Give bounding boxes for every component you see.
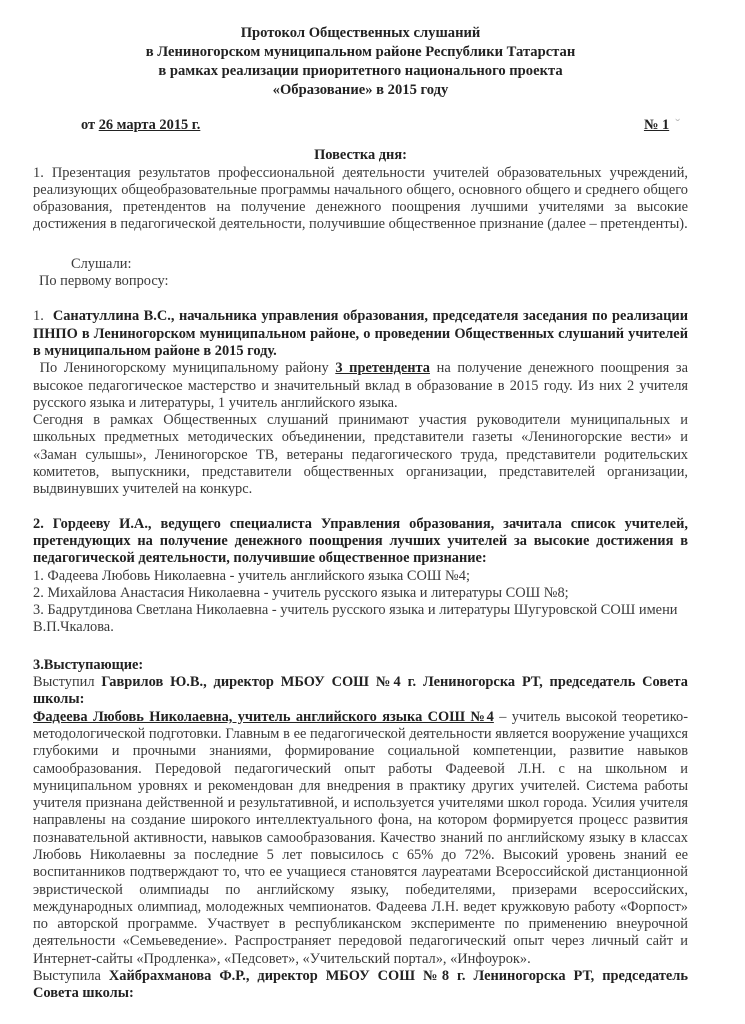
speaker-2 [33,968,688,1003]
section-1-paragraph-1 [33,360,688,412]
candidate-list-item: 3. Бадрутдинова Светлана Николаевна - учитель русского языка и литературы Шугуровской СОШ имени В.П.Чкалова. [33,602,678,636]
first-question-label: По первому вопросу: [39,273,169,290]
section-2-lead [33,516,688,568]
speaker-1 [33,674,688,709]
text: на получение денежного поощрения за высокое педагогическое мастерство и значительный вклад в образование в 2015 году. Из них 2 учителя русского языка и литературы, 1 учитель английского языка. [33,360,688,411]
text: По Лениногорскому муниципальному району [39,360,336,377]
section-1-lead [33,308,688,360]
protocol-number [644,117,680,134]
section-2-speaker: 2. Гордееву И.А., ведущего специалиста Управления образования, зачитала список учителей, претендующих на получение денежного поощрения лучших учителей за высокие достижения в педагогической деятельности, получившие общественное признание: [33,515,688,567]
section-1-paragraph-2: Сегодня в рамках Общественных слушаний принимают участия руководители муниципальных и школьных предметных методических объединении, представители газеты «Лениногорские вести» и «Заман сулышы», Лениногорское ТВ, ветераны педагогического труда, представители родительских комитетов, выпускники, представители общественных организации, представителей организации, выдвинувших учителей на конкурс. [33,412,688,498]
section-3-heading [33,657,688,674]
candidate-count: 3 претендента [335,360,430,377]
document-title [33,24,688,100]
text: – учитель высокой теоретико-методологической подготовки. Главным в ее педагогической деятельности является вооружение учащихся глубокими и прочными знаниями, формирование социальной компетенции, развитие навыков самообразования. Передовой педагогический опыт работы Фадеевой Л.Н. с на школьном и муниципальном уровнях и рекомендован для внедрения в практику других учителей. Система работы учителя признана действенной и результативной, и используется учителями школ города. Усилия учителя направлены на создание широкого интеллектуального фона, на котором формируется процесс развития познавательной активности, навыков самообразования. Качество знаний по английскому языку в классах Любовь Николаевны за последние 5 лет повысилось с 65% до 72%. Высокий уровень знаний ее воспитанников подтверждают то, что ее учащиеся становятся лауреатами Всероссийской дистанционной эвристической олимпиады по английскому языку, победителями, призерами всероссийских, международных олимпиад, молодежных чемпионатов. Фадеева Л.Н. ведет кружковую работу «Форпост» по авторской программе. Участвует в республиканском эксперименте по применению внеурочной деятельности «Семьеведение». Распространяет передовой педагогический опыт через личный сайт и Интернет-сайты «Продленка», «Педсовет», «Учительский портал», «Инфоурок». [33,708,688,967]
candidate-list-item: 2. Михайлова Анастасия Николаевна - учитель русского языка и литературы СОШ №8; [33,584,569,601]
candidate-list-item: 1. Фадеева Любовь Николаевна - учитель английского языка СОШ №4; [33,567,470,584]
agenda-heading: Повестка дня: [314,147,407,164]
speaker-1-name: Гаврилов Ю.В., директор МБОУ СОШ №4 г. Лениногорска РТ, председатель Совета школы: [33,674,688,708]
date-prefix: от [81,117,96,133]
title-line: «Образование» в 2015 году [272,82,449,98]
protocol-document [33,24,688,1003]
date-value: 26 марта 2015 г. [98,117,201,133]
speaker-2-name: Хайбрахманова Ф.Р., директор МБОУ СОШ №8 г. Лениногорска РТ, председатель Совета школы: [33,968,688,1002]
date-number-row [33,117,688,134]
text: Выступила [33,968,109,985]
agenda-item-1: 1. Презентация результатов профессиональной деятельности учителей образовательных учреждений, реализующих общеобразовательные программы начального общего, основного общего и среднего общего образования, претендентов на получение денежного поощрения лучшими учителями за высокие достижения в педагогической деятельности, получившие общественное признание (далее – претенденты). [33,164,688,233]
candidate-1-name: Фадеева Любовь Николаевна, учитель английского языка СОШ №4 [33,708,494,725]
section-1-number: 1. [33,308,44,325]
speakers-heading: 3.Выступающие: [33,656,144,673]
title-line: в Лениногорском муниципальном районе Республики Татарстан [145,44,576,60]
heard-label: Слушали: [71,255,132,272]
check-mark-icon: ˇ [675,117,680,133]
text: Выступил [33,674,102,691]
protocol-date [81,117,200,134]
candidate-1-description [33,709,688,968]
number-value: № 1 [643,117,670,133]
title-line: в рамках реализации приоритетного национального проекта [158,63,563,79]
section-1-speaker: Санатуллина В.С., начальника управления образования, председателя заседания по реализации ПНПО в Лениногорском муниципальном районе, о проведении Общественных слушаний учителей в муниципальном районе в 2015 году. [33,308,688,359]
title-line: Протокол Общественных слушаний [240,25,481,41]
